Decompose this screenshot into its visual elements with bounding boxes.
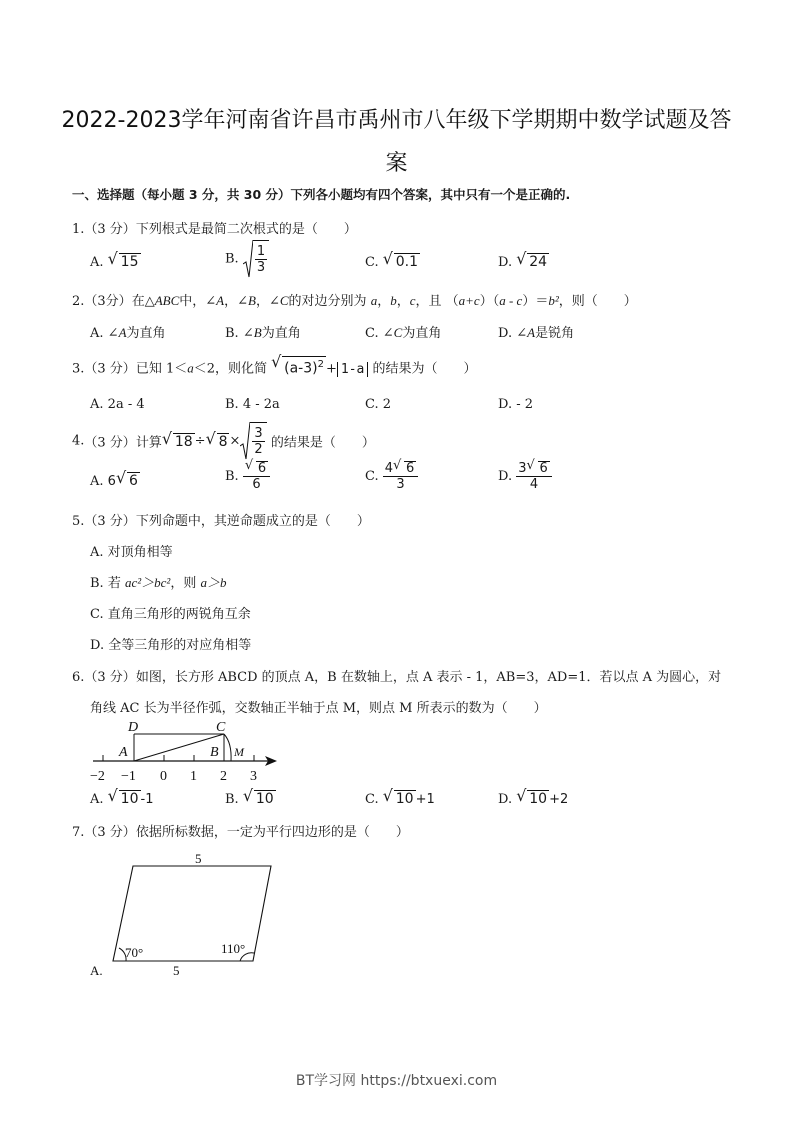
- svg-text:3: 3: [250, 769, 257, 783]
- sqrt-expression: √ 18: [161, 428, 193, 450]
- question-3-option-c[interactable]: C. 2: [365, 397, 392, 412]
- question-2-option-b[interactable]: B. ∠B为直角: [225, 325, 301, 341]
- sqrt-expression: √ 10: [382, 786, 414, 807]
- sqrt-expression: √ 8: [205, 428, 228, 450]
- section-heading: 一、选择题（每小题 3 分，共 30 分）下列各小题均有四个答案，其中只有一个是正确的.: [72, 187, 571, 202]
- question-4-option-c[interactable]: C. 4 √ 6 3: [365, 461, 418, 492]
- svg-text:5: 5: [173, 963, 180, 978]
- question-6-option-d[interactable]: D. √ 10 +2: [498, 786, 569, 807]
- question-3-option-b[interactable]: B. 4 - 2a: [225, 397, 280, 412]
- svg-text:A: A: [119, 745, 128, 760]
- svg-text:B: B: [210, 745, 219, 760]
- sqrt-expression: √ 24: [516, 249, 548, 270]
- question-6-option-c[interactable]: C. √ 10 +1: [365, 786, 435, 807]
- sqrt-expression: √ 10: [516, 786, 548, 807]
- svg-text:70°: 70°: [125, 945, 144, 960]
- sqrt-expression: √ 10: [242, 786, 274, 807]
- sqrt-expression: √ 15: [107, 249, 139, 270]
- question-1-stem: 1.（3 分）下列根式是最简二次根式的是（ ）: [72, 222, 357, 237]
- question-6-stem-line-2: 角线 AC 长为半径作弧，交数轴正半轴于点 M，则点 M 所表示的数为（ ）: [90, 701, 547, 716]
- svg-text:1: 1: [190, 769, 197, 783]
- svg-text:M: M: [234, 745, 244, 759]
- sqrt-expression: √ 10: [107, 786, 139, 807]
- sqrt-expression: √ 6: [244, 458, 267, 476]
- question-3-option-a[interactable]: A. 2a - 4: [90, 397, 145, 412]
- footer-watermark: BT学习网 https://btxuexi.com: [295, 1073, 498, 1089]
- document-title-line-1: 2022-2023学年河南省许昌市禹州市八年级下学期期中数学试题及答: [61, 108, 732, 133]
- question-5-option-b[interactable]: B. 若 ac²＞bc²，则 a＞b: [90, 575, 227, 591]
- question-1-option-b[interactable]: B. $\frac{1}{3}$: [225, 240, 269, 278]
- question-2-option-c[interactable]: C. ∠C为直角: [365, 325, 442, 341]
- svg-text:−2: −2: [90, 769, 105, 783]
- question-1-option-d[interactable]: D. √ 24: [498, 249, 548, 270]
- svg-text:C: C: [216, 720, 226, 735]
- parallelogram-figure-a: [80, 845, 290, 985]
- question-4-stem: 4.（3 分）计算 √ 18 ÷ √ 8 × $\frac{3}{2}$ 的结果是（ ）: [72, 422, 375, 460]
- question-6-stem-line-1: 6.（3 分）如图，长方形 ABCD 的顶点 A，B 在数轴上，点 A 表示 - 1，AB=3，AD=1．若以点 A 为圆心，对: [72, 670, 722, 685]
- question-1-option-c[interactable]: C. √ 0.1: [365, 249, 419, 270]
- question-2-stem: 2.（3分）在△ABC中，∠A，∠B，∠C的对边分别为 a，b，c，且 （a+c）（a - c）＝b²，则（ ）: [72, 293, 637, 309]
- question-2-option-d[interactable]: D. ∠A是锐角: [498, 325, 575, 341]
- absolute-value: 1-a: [337, 362, 368, 377]
- question-6-option-a[interactable]: A. √ 10 -1: [90, 786, 154, 807]
- svg-text:A.: A.: [90, 963, 103, 978]
- question-4-option-a[interactable]: A. 6 √ 6: [90, 468, 138, 489]
- number-line-rectangle-figure: [85, 718, 285, 783]
- document-title-line-2: 案: [385, 151, 408, 176]
- question-3-stem: 3.（3 分）已知 1＜a＜2，则化简 √ $(a-3)^2 + 1-a$ 的结果为（ ）: [72, 352, 477, 377]
- question-3-option-d[interactable]: D. - 2: [498, 397, 534, 412]
- svg-text:5: 5: [195, 851, 202, 866]
- question-6-option-b[interactable]: B. √ 10: [225, 786, 274, 807]
- sqrt-expression: √ 6: [393, 458, 415, 476]
- question-7-stem: 7.（3 分）依据所标数据，一定为平行四边形的是（ ）: [72, 825, 409, 840]
- sqrt-expression: √ 0.1: [382, 249, 419, 270]
- sqrt-fraction-expression: $\frac{1}{3}$: [243, 240, 269, 278]
- question-5-stem: 5.（3 分）下列命题中，其逆命题成立的是（ ）: [72, 514, 370, 529]
- sqrt-fraction-expression: $\frac{3}{2}$: [240, 422, 266, 460]
- sqrt-expression: √ $(a-3)^2$: [271, 352, 324, 377]
- svg-text:D: D: [128, 720, 139, 735]
- question-4-option-d[interactable]: D. 3 √ 6 4: [498, 461, 552, 492]
- svg-text:110°: 110°: [221, 941, 246, 956]
- svg-text:2: 2: [220, 769, 227, 783]
- question-1-option-a[interactable]: A. √ 15: [90, 249, 139, 270]
- question-5-option-a[interactable]: A. 对顶角相等: [90, 545, 173, 560]
- question-2-option-a[interactable]: A. ∠A为直角: [90, 325, 166, 341]
- svg-text:0: 0: [160, 769, 167, 783]
- sqrt-expression: √ 6: [526, 458, 548, 476]
- svg-text:−1: −1: [121, 769, 136, 783]
- sqrt-expression: √ 6: [115, 468, 138, 489]
- question-4-option-b[interactable]: B. √ 6 6: [225, 461, 270, 492]
- question-5-option-c[interactable]: C. 直角三角形的两锐角互余: [90, 607, 251, 622]
- question-5-option-d[interactable]: D. 全等三角形的对应角相等: [90, 638, 252, 653]
